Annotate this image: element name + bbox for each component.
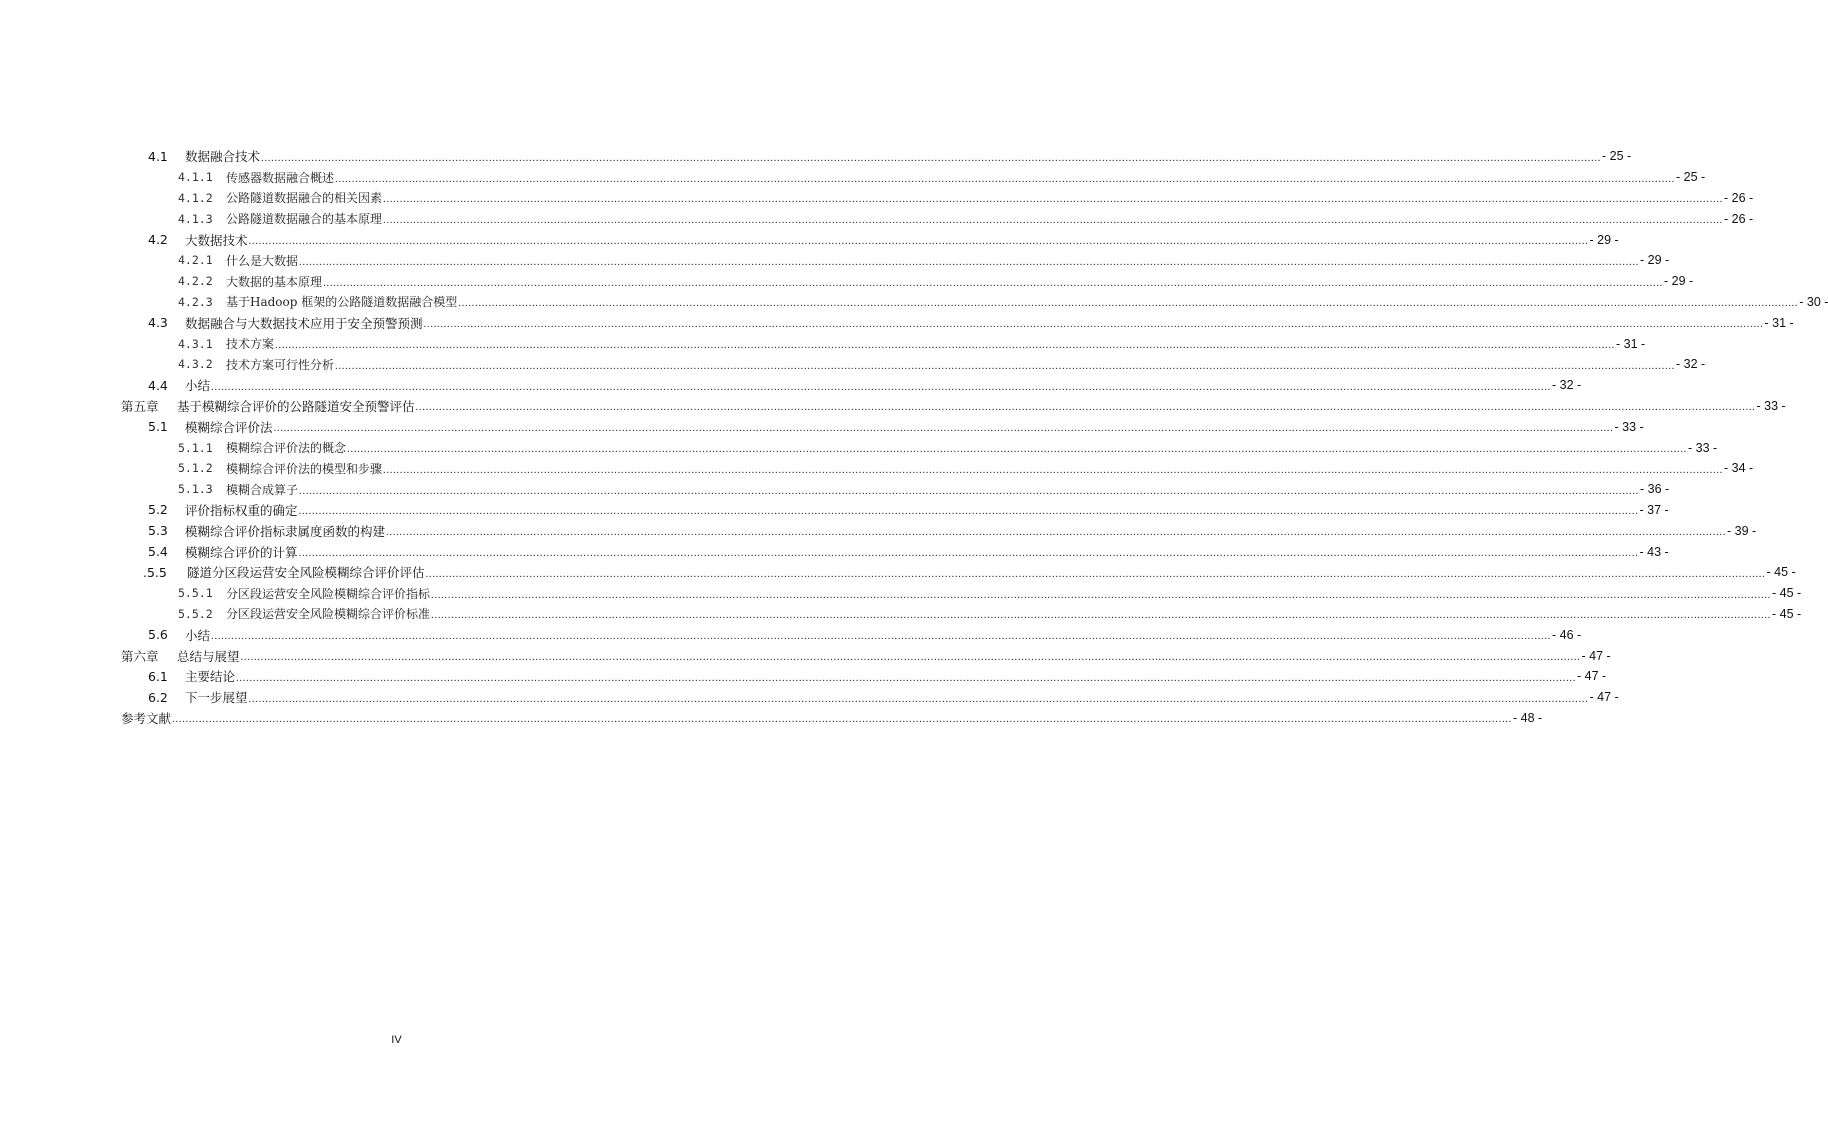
toc-entry-number: 5.1.3 bbox=[178, 482, 213, 497]
toc-dot-leader: ................................................................................................................................................................................................................................................................................................................................................................................................................ bbox=[298, 505, 1639, 518]
toc-dot-leader: ................................................................................................................................................................................................................................................................................................................................................................................................................ bbox=[236, 671, 1577, 684]
toc-entry-page: - 47 - bbox=[1581, 648, 1611, 663]
toc-entry[interactable] bbox=[0, 208, 1754, 229]
toc-entry[interactable] bbox=[0, 437, 1718, 458]
toc-entry-title: 技术方案可行性分析 bbox=[226, 357, 335, 372]
toc-entry-page: - 25 - bbox=[1602, 149, 1632, 164]
toc-dot-leader: ................................................................................................................................................................................................................................................................................................................................................................................................................ bbox=[299, 484, 1640, 497]
toc-entry-title: 传感器数据融合概述 bbox=[226, 170, 335, 185]
toc-entry-title: 数据融合技术 bbox=[185, 149, 261, 165]
toc-entry-page: - 30 - bbox=[1799, 294, 1828, 309]
toc-entry-title: 主要结论 bbox=[185, 669, 236, 685]
toc-entry-number: 5.6 bbox=[148, 627, 168, 643]
toc-entry-number: 第六章 bbox=[121, 648, 159, 664]
toc-entry-number: 5.3 bbox=[148, 523, 168, 539]
toc-entry-title: 分区段运营安全风险模糊综合评价指标 bbox=[226, 586, 431, 601]
toc-entry-page: - 31 - bbox=[1764, 315, 1794, 330]
toc-entry-heading bbox=[148, 501, 298, 519]
toc-entry[interactable] bbox=[0, 645, 1611, 666]
toc-dot-leader: ................................................................................................................................................................................................................................................................................................................................................................................................................ bbox=[383, 214, 1724, 227]
toc-entry-number: .5.5 bbox=[143, 564, 167, 580]
toc-dot-leader: ................................................................................................................................................................................................................................................................................................................................................................................................................ bbox=[431, 609, 1772, 622]
toc-dot-leader: ................................................................................................................................................................................................................................................................................................................................................................................................................ bbox=[248, 692, 1589, 705]
toc-entry-page: - 43 - bbox=[1639, 544, 1669, 559]
toc-entry-title: 模糊综合评价的计算 bbox=[185, 544, 298, 560]
toc-entry-page: - 29 - bbox=[1589, 232, 1619, 247]
toc-dot-leader: ................................................................................................................................................................................................................................................................................................................................................................................................................ bbox=[423, 318, 1764, 331]
toc-entry-number: 4.4 bbox=[148, 377, 168, 393]
toc-dot-leader: ................................................................................................................................................................................................................................................................................................................................................................................................................ bbox=[415, 401, 1756, 414]
toc-dot-leader: ................................................................................................................................................................................................................................................................................................................................................................................................................ bbox=[386, 526, 1727, 539]
toc-entry[interactable] bbox=[0, 375, 1582, 396]
toc-entry-number: 4.3 bbox=[148, 315, 168, 331]
toc-entry-heading bbox=[148, 626, 210, 644]
toc-entry-number: 第五章 bbox=[121, 398, 159, 414]
toc-entry-number: 6.2 bbox=[148, 689, 168, 705]
toc-entry-number: 5.5.2 bbox=[178, 606, 213, 621]
toc-entry-page: - 33 - bbox=[1614, 419, 1644, 434]
toc-entry-heading bbox=[121, 397, 415, 415]
toc-entry-title: 数据融合与大数据技术应用于安全预警预测 bbox=[185, 315, 423, 331]
toc-entry[interactable] bbox=[0, 687, 1619, 708]
toc-entry-title: 模糊综合评价指标隶属度函数的构建 bbox=[185, 523, 386, 539]
toc-entry[interactable] bbox=[0, 541, 1669, 562]
toc-entry-number: 4.2.1 bbox=[178, 253, 213, 268]
toc-dot-leader: ................................................................................................................................................................................................................................................................................................................................................................................................................ bbox=[347, 443, 1688, 456]
toc-entry-heading bbox=[178, 189, 382, 206]
toc-dot-leader: ................................................................................................................................................................................................................................................................................................................................................................................................................ bbox=[261, 151, 1602, 164]
toc-entry-number: 4.1.2 bbox=[178, 190, 213, 205]
toc-entry-title: 模糊合成算子 bbox=[226, 482, 299, 497]
toc-entry-heading bbox=[178, 293, 457, 310]
toc-entry-page: - 32 - bbox=[1676, 357, 1706, 372]
toc-entry[interactable] bbox=[0, 396, 1786, 417]
toc-entry-heading bbox=[148, 314, 423, 332]
toc-entry-title: 隧道分区段运营安全风险模糊综合评价评估 bbox=[187, 565, 425, 581]
toc-entry-heading bbox=[178, 356, 334, 373]
toc-entry-title: 模糊综合评价法的模型和步骤 bbox=[226, 461, 383, 476]
toc-entry[interactable] bbox=[0, 167, 1706, 188]
toc-entry-number: 4.1 bbox=[148, 148, 168, 164]
toc-dot-leader: ................................................................................................................................................................................................................................................................................................................................................................................................................ bbox=[383, 193, 1724, 206]
toc-entry-page: - 31 - bbox=[1616, 336, 1646, 351]
toc-entry-heading bbox=[178, 605, 430, 622]
toc-entry-heading bbox=[178, 210, 382, 227]
toc-entry-page: - 47 - bbox=[1577, 669, 1607, 684]
toc-entry-page: - 46 - bbox=[1552, 627, 1582, 642]
toc-entry-title: 小结 bbox=[185, 378, 211, 394]
toc-dot-leader: ................................................................................................................................................................................................................................................................................................................................................................................................................ bbox=[211, 380, 1552, 393]
toc-entry-number: 6.1 bbox=[148, 668, 168, 684]
toc-entry[interactable] bbox=[0, 666, 1607, 687]
toc-entry[interactable] bbox=[0, 624, 1582, 645]
toc-entry-number: 5.4 bbox=[148, 544, 168, 560]
toc-dot-leader: ................................................................................................................................................................................................................................................................................................................................................................................................................ bbox=[248, 235, 1589, 248]
toc-entry-title: 大数据技术 bbox=[185, 232, 248, 248]
toc-entry[interactable] bbox=[0, 562, 1796, 583]
toc-entry-heading bbox=[178, 252, 298, 269]
toc-entry-title: 什么是大数据 bbox=[226, 253, 299, 268]
toc-entry-heading bbox=[148, 376, 210, 394]
toc-entry-heading bbox=[178, 273, 322, 290]
toc-entry-page: - 37 - bbox=[1639, 502, 1669, 517]
toc-entry-number: 5.1.2 bbox=[178, 461, 213, 476]
toc-entry-heading bbox=[121, 709, 171, 727]
toc-entry-heading bbox=[148, 543, 298, 561]
toc-entry-heading bbox=[178, 460, 382, 477]
toc-entry-page: - 32 - bbox=[1552, 378, 1582, 393]
toc-entry-page: - 45 - bbox=[1772, 586, 1802, 601]
toc-entry[interactable] bbox=[0, 292, 1828, 313]
toc-entry-title: 评价指标权重的确定 bbox=[185, 502, 298, 518]
toc-entry-heading bbox=[178, 481, 298, 498]
toc-entry[interactable] bbox=[0, 583, 1802, 604]
toc-entry-heading bbox=[178, 169, 334, 186]
toc-entry-page: - 36 - bbox=[1640, 482, 1670, 497]
toc-entry-title: 公路隧道数据融合的基本原理 bbox=[226, 212, 383, 227]
toc-dot-leader: ................................................................................................................................................................................................................................................................................................................................................................................................................ bbox=[298, 547, 1639, 560]
toc-dot-leader: ................................................................................................................................................................................................................................................................................................................................................................................................................ bbox=[323, 276, 1664, 289]
toc-dot-leader: ................................................................................................................................................................................................................................................................................................................................................................................................................ bbox=[335, 359, 1676, 372]
toc-dot-leader: ................................................................................................................................................................................................................................................................................................................................................................................................................ bbox=[240, 651, 1581, 664]
toc-dot-leader: ................................................................................................................................................................................................................................................................................................................................................................................................................ bbox=[172, 713, 1513, 726]
toc-entry[interactable] bbox=[0, 354, 1706, 375]
toc-entry-title: 总结与展望 bbox=[177, 648, 240, 664]
toc-entry-title: 基于Hadoop 框架的公路隧道数据融合模型 bbox=[226, 295, 458, 310]
page-number-footer: IV bbox=[391, 1034, 402, 1046]
toc-entry-page: - 26 - bbox=[1724, 190, 1754, 205]
toc-entry[interactable] bbox=[0, 333, 1646, 354]
toc-entry-number: 5.1.1 bbox=[178, 440, 213, 455]
toc-entry-page: - 33 - bbox=[1756, 398, 1786, 413]
toc-dot-leader: ................................................................................................................................................................................................................................................................................................................................................................................................................ bbox=[299, 255, 1640, 268]
toc-entry-page: - 25 - bbox=[1676, 170, 1706, 185]
toc-entry-heading bbox=[143, 563, 425, 581]
toc-entry-heading bbox=[148, 667, 235, 685]
toc-entry-heading bbox=[178, 439, 346, 456]
toc-entry-page: - 47 - bbox=[1589, 690, 1619, 705]
toc-entry[interactable] bbox=[0, 146, 1632, 167]
toc-entry-title: 模糊综合评价法 bbox=[185, 419, 273, 435]
toc-entry-number: 5.5.1 bbox=[178, 586, 213, 601]
toc-entry[interactable] bbox=[0, 520, 1757, 541]
toc-entry-number: 5.1 bbox=[148, 419, 168, 435]
toc-entry-page: - 29 - bbox=[1640, 253, 1670, 268]
toc-entry-title: 公路隧道数据融合的相关因素 bbox=[226, 191, 383, 206]
toc-entry-heading bbox=[148, 231, 248, 249]
toc-entry[interactable] bbox=[0, 312, 1794, 333]
toc-entry-number: 4.3.1 bbox=[178, 336, 213, 351]
toc-entry-title: 分区段运营安全风险模糊综合评价标准 bbox=[226, 607, 431, 622]
toc-entry-page: - 39 - bbox=[1727, 523, 1757, 538]
toc-entry[interactable] bbox=[0, 271, 1694, 292]
toc-entry[interactable] bbox=[0, 188, 1754, 209]
toc-entry[interactable] bbox=[0, 604, 1802, 625]
toc-entry-heading bbox=[148, 688, 248, 706]
toc-entry[interactable] bbox=[0, 250, 1670, 271]
toc-dot-leader: ................................................................................................................................................................................................................................................................................................................................................................................................................ bbox=[275, 339, 1616, 352]
toc-entry-title: 下一步展望 bbox=[185, 690, 248, 706]
toc-entry-page: - 33 - bbox=[1688, 440, 1718, 455]
toc-dot-leader: ................................................................................................................................................................................................................................................................................................................................................................................................................ bbox=[211, 630, 1552, 643]
toc-entry-title: 参考文献 bbox=[121, 710, 172, 726]
toc-entry-number: 5.2 bbox=[148, 502, 168, 518]
toc-entry-title: 基于模糊综合评价的公路隧道安全预警评估 bbox=[177, 398, 415, 414]
toc-entry-heading bbox=[148, 418, 273, 436]
toc-entry[interactable] bbox=[0, 416, 1644, 437]
toc-entry[interactable] bbox=[0, 500, 1669, 521]
toc-entry-title: 技术方案 bbox=[226, 337, 275, 352]
toc-dot-leader: ................................................................................................................................................................................................................................................................................................................................................................................................................ bbox=[335, 172, 1676, 185]
toc-entry-page: - 45 - bbox=[1766, 565, 1796, 580]
toc-entry[interactable] bbox=[0, 479, 1670, 500]
toc-entry-page: - 26 - bbox=[1724, 211, 1754, 226]
toc-entry-page: - 34 - bbox=[1724, 461, 1754, 476]
toc-dot-leader: ................................................................................................................................................................................................................................................................................................................................................................................................................ bbox=[383, 463, 1724, 476]
toc-entry[interactable] bbox=[0, 708, 1543, 729]
toc-entry-number: 4.3.2 bbox=[178, 357, 213, 372]
toc-entry-title: 模糊综合评价法的概念 bbox=[226, 441, 347, 456]
toc-entry-number: 4.2.3 bbox=[178, 294, 213, 309]
toc-entry-heading bbox=[148, 522, 385, 540]
toc-entry-heading bbox=[178, 585, 430, 602]
toc-entry-heading bbox=[178, 335, 274, 352]
toc-entry-page: - 29 - bbox=[1664, 274, 1694, 289]
toc-entry-page: - 48 - bbox=[1513, 710, 1543, 725]
toc-entry-title: 小结 bbox=[185, 627, 211, 643]
toc-entry-title: 大数据的基本原理 bbox=[226, 274, 323, 289]
toc-dot-leader: ................................................................................................................................................................................................................................................................................................................................................................................................................ bbox=[431, 588, 1772, 601]
toc-entry-heading bbox=[121, 647, 240, 665]
toc-entry-page: - 45 - bbox=[1772, 606, 1802, 621]
toc-dot-leader: ................................................................................................................................................................................................................................................................................................................................................................................................................ bbox=[425, 567, 1766, 580]
toc-entry-number: 4.1.3 bbox=[178, 211, 213, 226]
toc-entry-number: 4.2.2 bbox=[178, 274, 213, 289]
toc-entry[interactable] bbox=[0, 458, 1754, 479]
toc-dot-leader: ................................................................................................................................................................................................................................................................................................................................................................................................................ bbox=[458, 297, 1799, 310]
toc-dot-leader: ................................................................................................................................................................................................................................................................................................................................................................................................................ bbox=[273, 422, 1614, 435]
toc-entry-number: 4.2 bbox=[148, 232, 168, 248]
toc-entry[interactable] bbox=[0, 229, 1619, 250]
table-of-contents bbox=[0, 146, 1828, 728]
toc-entry-heading bbox=[148, 147, 260, 165]
toc-entry-number: 4.1.1 bbox=[178, 170, 213, 185]
